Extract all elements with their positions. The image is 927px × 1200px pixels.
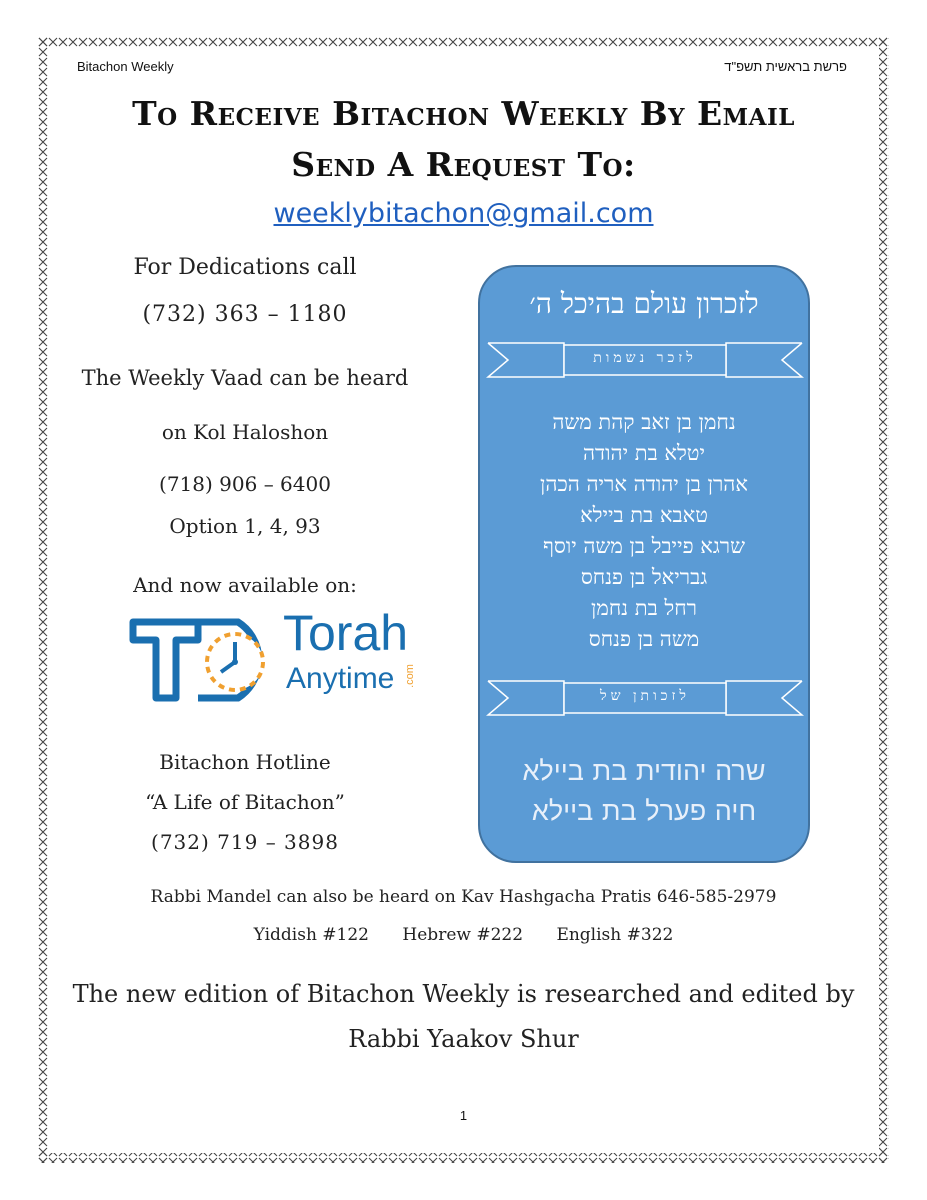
- memorial-name: רחל בת נחמן: [591, 596, 697, 620]
- memorial-name: שרגא פייבל בן משה יוסף: [543, 534, 745, 558]
- page-number: 1: [459, 1108, 468, 1123]
- merit-names-list: [480, 752, 808, 832]
- ribbon-label: לזכותן של: [600, 688, 690, 704]
- memorial-name: טאבא בת ביילא: [580, 503, 708, 527]
- memorial-name: יטלא בת יהודה: [582, 441, 706, 465]
- header-left: Bitachon Weekly: [77, 59, 174, 74]
- ribbon-label: לזכר נשמות: [593, 350, 697, 366]
- memorial-title: לזכרון עולם בהיכל ה׳: [529, 287, 759, 320]
- editor-name: Rabbi Yaakov Shur: [348, 1025, 579, 1053]
- page-title: To Receive Bitachon Weekly By Email: [132, 94, 795, 133]
- logo-text-anytime: Anytime: [286, 662, 395, 695]
- edition-line: The new edition of Bitachon Weekly is researched and edited by: [72, 980, 855, 1008]
- hotline-label: Bitachon Hotline: [159, 750, 331, 774]
- vaad-line-2: on Kol Haloshon: [161, 420, 329, 444]
- hotline-name: “A Life of Bitachon”: [145, 790, 345, 814]
- memorial-names-list: [480, 407, 808, 655]
- dedications-phone: (732) 363 – 1180: [142, 302, 348, 327]
- email-link[interactable]: weeklybitachon@gmail.com: [273, 198, 654, 229]
- memorial-name: אהרן בן יהודה אריה הכהן: [540, 472, 748, 496]
- dedications-label: For Dedications call: [133, 255, 357, 280]
- memorial-name: גבריאל בן פנחס: [580, 565, 708, 589]
- english-option: English #322: [556, 925, 674, 945]
- vaad-options: Option 1, 4, 93: [169, 514, 321, 538]
- logo-text-torah: Torah: [283, 605, 409, 661]
- hebrew-option: Hebrew #222: [402, 925, 524, 945]
- memorial-name: נחמן בן זאב קהת משה: [552, 410, 736, 434]
- merit-name: שרה יהודית בת ביילא: [522, 756, 766, 787]
- logo-text-com: .com: [403, 664, 416, 688]
- kav-hashgacha-line: Rabbi Mandel can also be heard on Kav Hashgacha Pratis 646-585-2979: [150, 887, 777, 907]
- memorial-name: משה בן פנחס: [588, 627, 700, 651]
- torah-anytime-logo: [128, 605, 428, 710]
- logo-mark-icon: [128, 610, 288, 710]
- vaad-phone: (718) 906 – 6400: [159, 472, 331, 496]
- ribbon-banner: [486, 677, 804, 719]
- language-options-line: [0, 925, 927, 945]
- merit-name: חיה פערל בת ביילא: [531, 796, 757, 827]
- yiddish-option: Yiddish #122: [253, 925, 370, 945]
- hotline-phone: (732) 719 – 3898: [151, 830, 339, 854]
- vaad-line-1: The Weekly Vaad can be heard: [81, 366, 409, 390]
- page-subtitle: Send A Request To:: [291, 145, 636, 184]
- header-right: פרשת בראשית תשפ"ד: [724, 59, 847, 74]
- memorial-box: [478, 265, 810, 863]
- ribbon-banner: [486, 339, 804, 381]
- available-on-label: And now available on:: [133, 573, 357, 597]
